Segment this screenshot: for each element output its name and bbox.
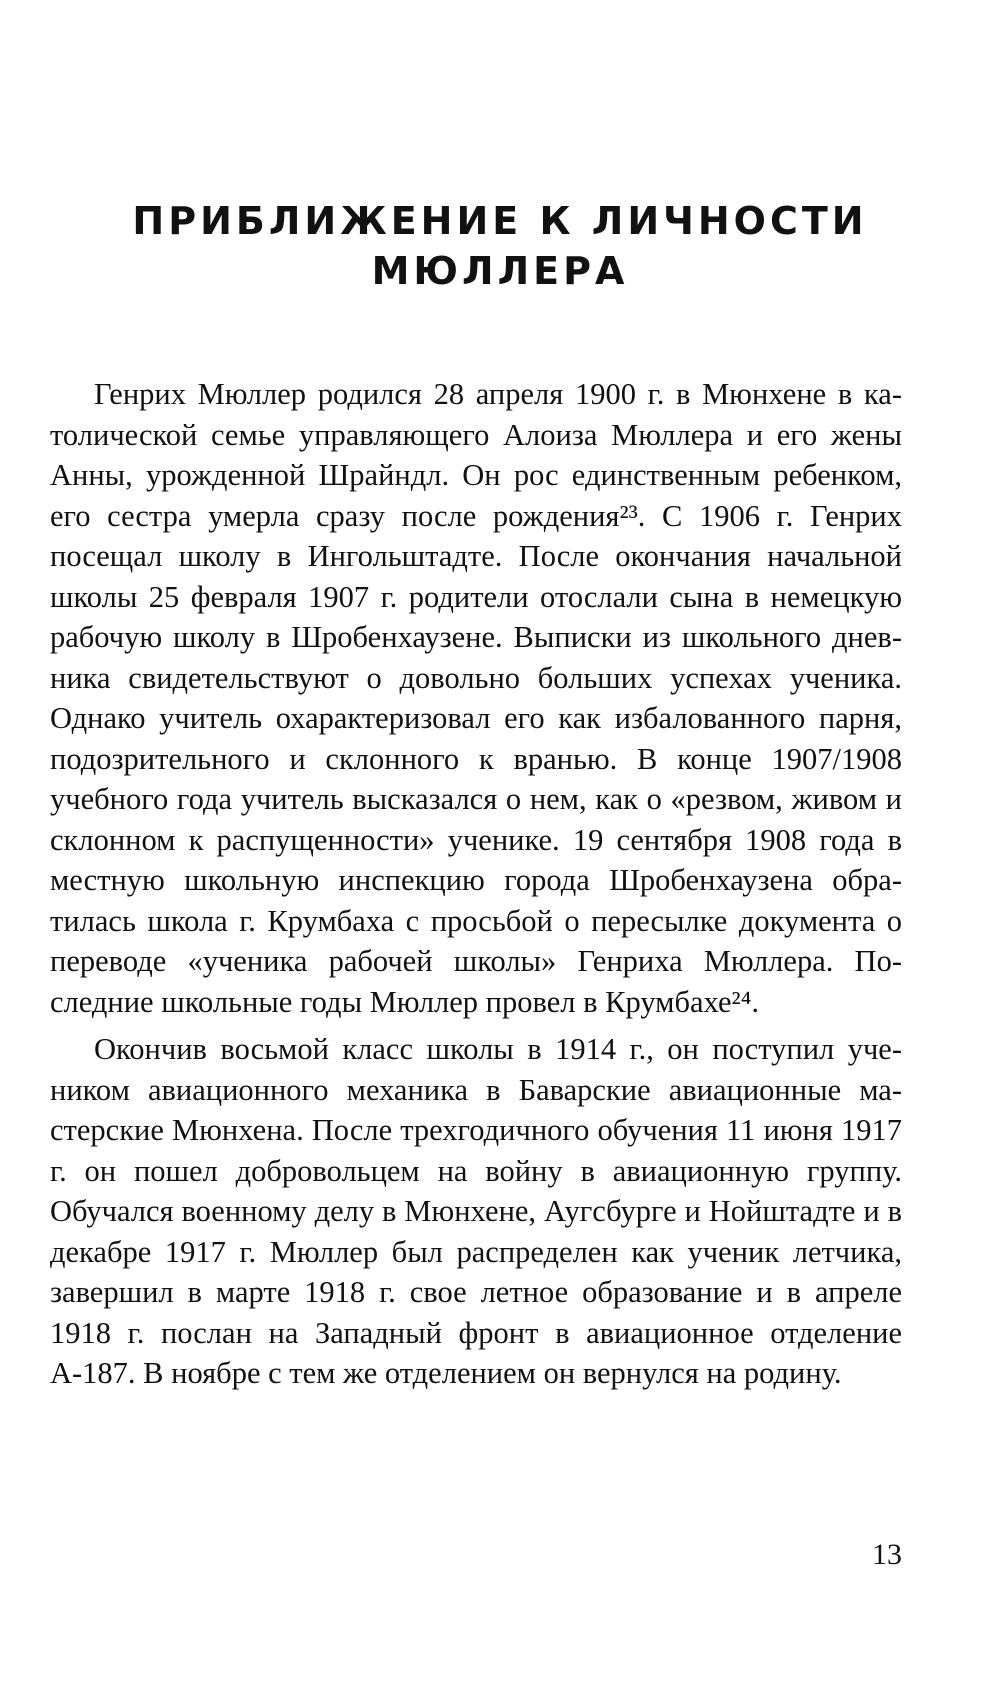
chapter-title xyxy=(100,196,900,296)
paragraph-2: Окончив восьмой класс школы в 1914 г., он поступил учеником авиационного механика в Баварские авиационные мастерские Мюнхена. После трехгодичного обучения 11 июня 1917 г. он пошел добровольцем на войну в авиационную группу. Обучался военному делу в Мюнхене, Аугсбурге и Нойштадте и в декабре 1917 г. Мюллер был распределен как ученик летчика, завершил в марте 1918 г. свое летное образование и в апреле 1918 г. послан на Западный фронт в авиационное отделение А-187. В ноябре с тем же отделением он вернулся на родину. xyxy=(50,1032,902,1390)
page-number: 13 xyxy=(872,1538,902,1571)
body-text xyxy=(50,374,902,1401)
paragraph-1: Генрих Мюллер родился 28 апреля 1900 г. в Мюнхене в католической семье управляющего Алоиза Мюллера и его жены Анны, урожденной Шрайндл. Он рос единственным ребенком, его сестра умерла сразу после рождения²³. С 1906 г. Генрих посещал школу в Ингольштадте. После окончания начальной школы 25 февраля 1907 г. родители отослали сына в немецкую рабочую школу в Шробенхаузене. Выписки из школьного дневника свидетельствуют о довольно больших успехах ученика. Однако учитель охарактеризовал его как избалованного парня, подозрительного и склонного к вранью. В конце 1907/1908 учебного года учитель высказался о нем, как о «резвом, живом и склонном к распущенности» ученике. 19 сентября 1908 года в местную школьную инспекцию города Шробенхаузена обратилась школа г. Крумбаха с просьбой о пересылке документа о переводе «ученика рабочей школы» Генриха Мюллера. Последние школьные годы Мюллер провел в Крумбахе²⁴. xyxy=(50,377,902,1019)
chapter-title-line-1: ПРИБЛИЖЕНИЕ К ЛИЧНОСТИ xyxy=(132,199,868,243)
chapter-title-line-2: МЮЛЛЕРА xyxy=(371,249,629,293)
